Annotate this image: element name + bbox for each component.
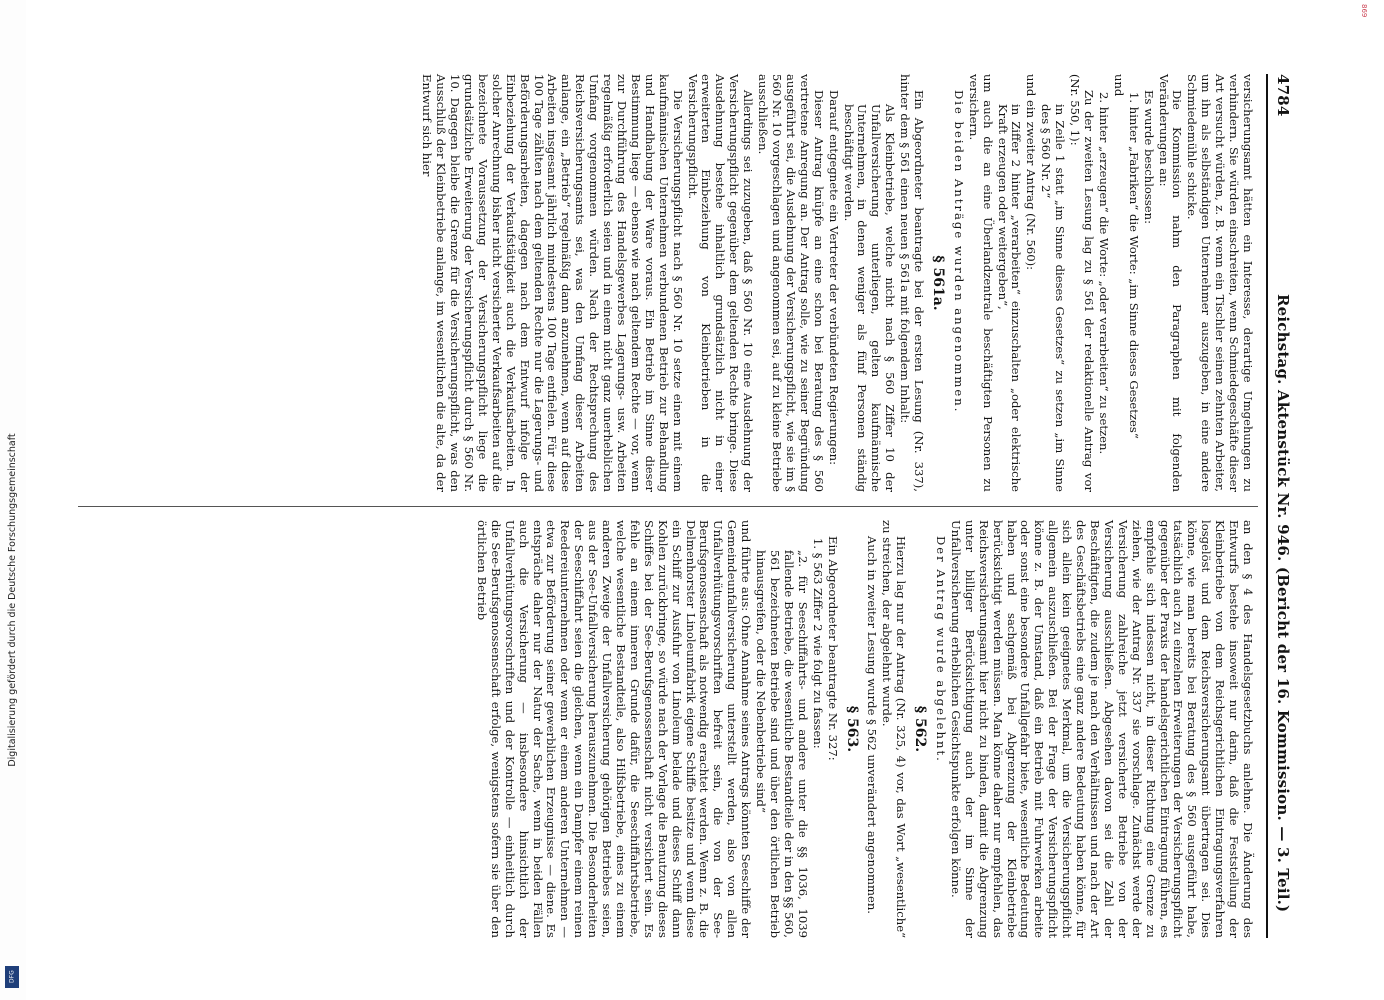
paragraph: und ein zweiter Antrag (Nr. 560): xyxy=(1024,74,1039,271)
column-divider xyxy=(78,506,1258,507)
scanned-page-viewport xyxy=(68,68,1300,944)
list-item: 1. § 563 Ziffer 2 wie folgt zu fassen: xyxy=(810,538,825,749)
paragraph: Ein Abgeordneter beantragte bei der ersten Lesung (Nr. 337), hinter dem § 561 einen neuen § 561a mit folgendem Inhalt: xyxy=(898,74,927,492)
paragraph: um auch die an eine Überlandzentrale beschäftigten Personen zu versichern. xyxy=(966,74,995,492)
paragraph: an den § 4 des Handelsgesetzbuchs anlehne. Die Änderung des Entwurfs bestehe insoweit nur darin, daß die Feststellung der Kleinbetriebe von dem Reichsgerichtlichen Eintragungsverfahren losgelöst und dem Reichsversicherungsamt übertragen sei. Dies könne, wie man bereits bei Beratung des § 560 ausgeführt habe, tatsächlich auch zu einzelnen Erweiterungen der Versicherungspflicht gegenüber der Praxis der handelsgerichtlichen Eintragung führen, es empfehle sich indessen nicht, in dieser Richtung eine Grenze zu ziehen, wie der Antrag Nr. 337 sie vorschlage. Zunächst werde der Versicherung zahlreiche jetzt versicherte Betriebe von der Versicherung ausschließen. Abgesehen davon sei die Zahl der Beschäftigten, die zudem je nach den Verhältnissen und nach der Art des Geschäftsbetriebs eine ganz andere Bedeutung haben könne, für sich allein kein geeignetes Merkmal, um die Versicherungspflicht allgemein auszuschließen. Bei der Frage der Versicherungspflicht könne z. B. der Umstand, daß ein Betrieb mit Fuhrwerken arbeite oder sonst eine besondere Unfallgefahr biete, wesentliche Bedeutung haben und sachgemäß bei Abgrenzung der Kleinbetriebe berücksichtigt werden müssen. Man könne daher nur empfehlen, das Reichsversicherungsamt hier nicht zu binden, damit die Abgrenzung unter billiger Berücksichtigung auch der im Sinne der Unfallversicherung erheblichen Gesichtspunkte erfolgen könne. xyxy=(948,520,1255,938)
paragraph: versicherungsamt hätten ein Interesse, derartige Umgehungen zu verhindern. Sie würden einschreiten, wenn Schmiedegeschäfte dieser Art versucht würden, z. B. wenn ein Tischler seinen zehnten Arbeiter, um ihn als selbständigen Unternehmer auszugeben, in eine andere Schmiedemühle schicke. xyxy=(1185,74,1255,492)
paragraph: und xyxy=(1111,74,1126,97)
list-item: 2. hinter „erzeugen“ die Worte: „oder verarbeiten“ zu setzen. xyxy=(1096,92,1111,455)
paragraph: und führte aus: Ohne Annahme seines Antrags könnten Seeschiffe der Gemeindeunfallversicherung unterstellt werden, also von allen Unfallverhütungsvorschriften befreit sein, die von der See-Berufsgenossenschaft als notwendig erachtet werden. Wenn z. B. die Delmenhorster Linoleumfabrik eigene Schiffe besitze und wenn diese ein Schiff zur Ausfuhr von Linoleum belade und dieses Schiff dann Kohlen zurückbringe, so würde nach der Vorlage die Benutzung dieses Schiffes bei der See-Berufsgenossenschaft nicht versichert sein. Es fehle an einem inneren Grunde dafür, die Seeschiffahrtsbetriebe, welche wesentliche Bestandteile, also Hilfsbetriebe, eines zu einem anderen Zweige der Unfallversicherung gehörigen Betriebes seien, aus der See-Unfallversicherung herauszunehmen. Die Besonderheiten der Seeschiffahrt seien die gleichen, wenn ein Dampfer einem reinen Reedereiunternehmen oder wenn er einem anderen Unternehmen — etwa zur Beförderung seiner gewerblichen Erzeugnisse — diene. Es entspräche daher nur der Natur der Sache, wenn in beiden Fällen auch die Versicherung — insbesondere hinsichtlich der Unfallverhütungsvorschriften und der Kontrolle — einheitlich durch die See-Berufsgenossenschaft erfolge, wenigstens sofern sie über den örtlichen Betrieb xyxy=(474,520,754,938)
paragraph: Der Antrag wurde abgelehnt. xyxy=(934,536,949,763)
paragraph: Die Versicherungspflicht nach § 560 Nr. 10 setze einen mit einem kaufmännischen Unternehmen verbundenen Betrieb zur Behandlung und Handhabung der Ware voraus. Ein Betrieb im Sinne dieser Bestimmung liege — ebenso wie nach geltendem Rechte — vor, wenn zur Durchführung des Handelsgewerbes Lagerungs- usw. Arbeiten regelmäßig erforderlich seien und in einem nicht ganz unerheblichen Umfang vorgenommen würden. Nach der Rechtsprechung des Reichsversicherungsamts sei, was den Umfang dieser Arbeiten anlange, ein „Betrieb“ regelmäßig dann anzunehmen, wenn auf diese Arbeiten insgesamt jährlich mindestens 100 Tage entfielen. Für diese 100 Tage zählten nach dem geltenden Rechte nur die Lagerungs- und Beförderungsarbeiten, dagegen nach dem Entwurf infolge der Einbeziehung der Verkaufstätigkeit auch die Verkaufsarbeiten. In solcher Anrechnung bisher nicht versicherter Verkaufsarbeiten auf die bezeichnete Voraussetzung der Versicherungspflicht liege die grundsätzliche Erweiterung der Versicherungspflicht durch § 560 Nr. 10. Dagegen bleibe die Grenze für die Versicherungspflicht, was den Ausschluß der Kleinbetriebe anlange, im wesentlichen die alte, da der Entwurf sich hier xyxy=(420,74,685,492)
paragraph: Ein Abgeordneter beantragte Nr. 327: xyxy=(825,536,840,761)
page-number: 4784 xyxy=(1274,74,1292,117)
header-rule xyxy=(1266,74,1268,938)
paragraph: Dieser Antrag knüpfe an eine schon bei Beratung des § 560 vertretene Anregung an. Der Antrag solle, wie zu seiner Begründung ausgeführt sei, die Ausdehnung der Versicherungspflicht, wie sie im § 560 Nr. 10 vorgeschlagen und angenommen sei, auf zu kleine Betriebe ausschließen. xyxy=(756,74,826,492)
page-title: Reichstag. Aktenstück Nr. 946. (Bericht der 16. Kommission. — 3. Teil.) xyxy=(1274,294,1292,913)
page-header xyxy=(1268,74,1296,938)
quoted-text: Als Kleinbetriebe, welche nicht nach § 560 Ziffer 10 der Unfallversicherung unterliegen, gelten kaufmännische Unternehmen, in denen weniger als fünf Personen ständig beschäftigt werden. xyxy=(841,104,898,492)
page-id-label: 869 xyxy=(1360,4,1368,18)
paragraph: Die beiden Anträge wurden angenommen. xyxy=(951,90,966,414)
right-column xyxy=(473,520,1254,938)
paragraph: Darauf entgegnete ein Vertreter der verbündeten Regierungen: xyxy=(826,90,841,466)
digitization-credit: Digitalisierung gefördert durch die Deutsche Forschungsgemeinschaft xyxy=(7,433,18,767)
quoted-text: „2. für Seeschiffahrts- und andere unter die §§ 1036, 1039 fallende Betriebe, die wesentliche Bestandteile der in den §§ 560, 561 bezeichneten Betriebe sind und über den örtlichen Betrieb hinausgreifen, oder die Nebenbetriebe sind“ xyxy=(754,550,810,938)
quoted-text: in Zeile 1 statt „im Sinne dieses Gesetzes“ zu setzen „im Sinne des § 560 Nr. 2“ xyxy=(1039,104,1068,492)
section-heading: § 562. xyxy=(912,705,929,753)
paragraph: Hierzu lag nur der Antrag (Nr. 325, 4) vor, das Wort „wesentliche“ zu streichen, der abgelehnt wurde. xyxy=(880,520,909,938)
list-item: 1. hinter „Fabriken“ die Worte: „im Sinne dieses Gesetzes“ xyxy=(1126,92,1141,439)
paragraph: Zu der zweiten Lesung lag zu § 561 der redaktionelle Antrag vor (Nr. 550, 1): xyxy=(1068,74,1097,492)
quoted-text: in Ziffer 2 hinter „verarbeiten“ einzuschalten „oder elektrische Kraft erzeugen oder weitergeben“, xyxy=(995,104,1024,492)
paragraph: Die Kommission nahm den Paragraphen mit folgenden Veränderungen an: xyxy=(1156,74,1185,492)
section-heading: § 563. xyxy=(843,705,860,753)
left-column xyxy=(418,74,1254,492)
dfg-logo: DFG xyxy=(5,966,19,988)
scanned-page xyxy=(68,68,1300,944)
section-heading: § 561a. xyxy=(929,255,946,311)
paragraph: Allerdings sei zuzugeben, daß § 560 Nr. 10 eine Ausdehnung der Versicherungspflicht gegenüber dem geltenden Rechte bringe. Diese Ausdehnung bestehe inhaltlich grundsätzlich nicht in einer erweiterten Einbeziehung von Kleinbetrieben in die Versicherungspflicht. xyxy=(685,74,756,492)
digitization-sidebar xyxy=(0,0,26,1000)
paragraph: Es wurde beschlossen: xyxy=(1141,90,1156,225)
paragraph: Auch in zweiter Lesung wurde § 562 unverändert angenommen. xyxy=(865,536,880,914)
